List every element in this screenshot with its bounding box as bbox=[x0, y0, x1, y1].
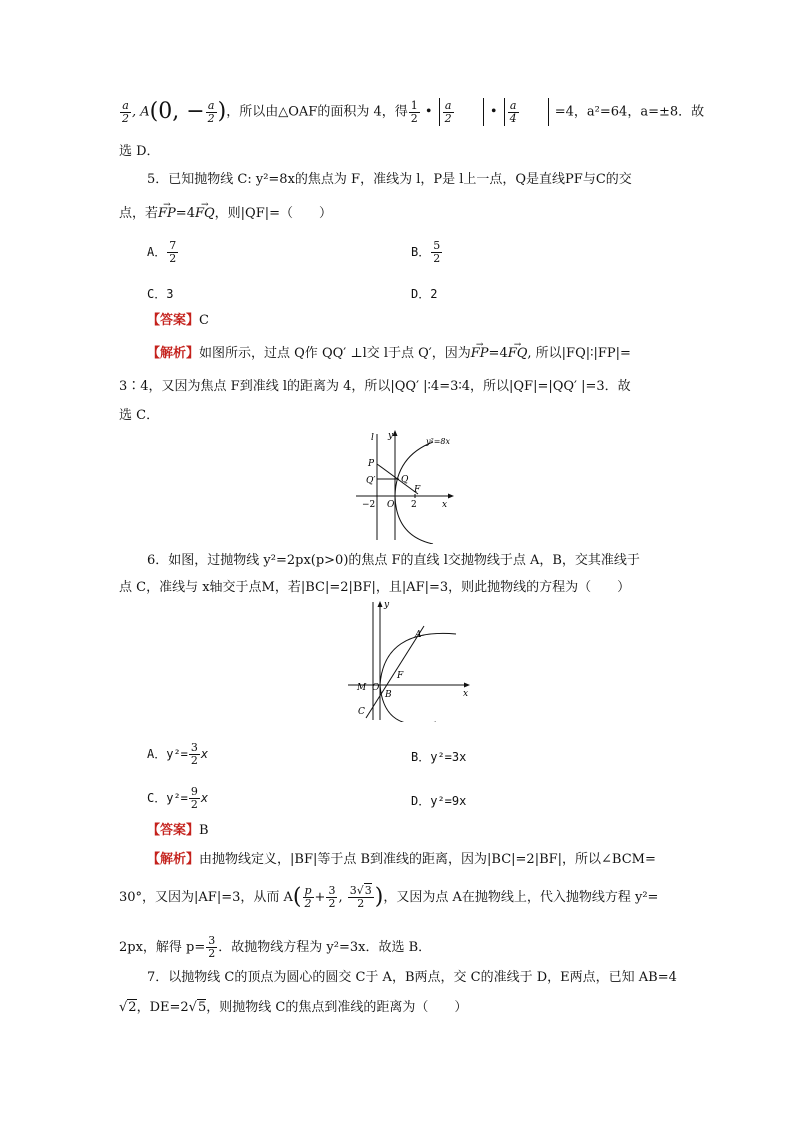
label-B: B bbox=[385, 690, 392, 700]
q6-stem-line2: 点 C，准线与 x轴交于点M，若|BC|=2|BF|，且|AF|=3，则此抛物线的方程为（ ） bbox=[119, 580, 631, 595]
label-y: y bbox=[388, 431, 394, 441]
q5-explanation-line2: 3∶4，又因为焦点 F到准线 l的距离为 4，所以|QQ′ |∶4=3∶4，所以|QF|=|QQ′ |=3．故 bbox=[119, 379, 631, 394]
label-M: M bbox=[357, 683, 367, 693]
label-F: F bbox=[397, 671, 404, 681]
q6-explanation-line3: 2px，解得 p= $\frac{3}{2}$ ．故抛物线方程为 y²=3x．故选 B． bbox=[119, 934, 432, 960]
q6-option-a: A．y²= $\frac{3}{2}$ x bbox=[147, 741, 209, 767]
q5-stem-line2: 点，若→ FP=4→ FQ，则|QF|=（ ） bbox=[119, 206, 332, 222]
q6-option-b: B．y²=3x bbox=[411, 750, 467, 764]
label-minus2: −2 bbox=[362, 500, 376, 510]
q5-option-a: A． $\frac{7}{2}$ bbox=[147, 239, 177, 265]
label-y: y bbox=[384, 600, 390, 610]
q6-explanation-line2: 30°，又因为|AF|=3，从而 A( $\frac{p}{2}$ + $\frac{3}{2}$ , $\frac{3√3}{2}$ )，又因为点 A在抛物线上，代入抛物线方程 y²= bbox=[119, 884, 659, 910]
label-F: F bbox=[414, 485, 421, 495]
q5-option-b: B． $\frac{5}{2}$ bbox=[411, 239, 441, 265]
q7-stem-line2: √2，DE=2√5，则抛物线 C的焦点到准线的距离为（ ） bbox=[119, 1000, 468, 1015]
label-C: C bbox=[358, 707, 365, 717]
figure-parabola-q5 bbox=[338, 428, 468, 544]
fraction-one-half: $\frac{1}{2}$ bbox=[410, 98, 418, 125]
fraction-a-over-2: $\frac{a}{2}$ bbox=[122, 98, 129, 125]
label-2: 2 bbox=[411, 500, 417, 510]
q6-explanation-line1: 【解析】由抛物线定义，|BF|等于点 B到准线的距离，因为|BC|=2|BF|，所以∠BCM= bbox=[147, 852, 656, 867]
label-x: x bbox=[463, 689, 469, 699]
q5-answer: 【答案】C bbox=[147, 313, 209, 328]
q7-stem-line1: 7．以抛物线 C的顶点为圆心的圆交 C于 A，B两点，交 C的准线于 D，E两点，已知 AB=4 bbox=[147, 970, 677, 985]
explanation-tag: 【解析】 bbox=[147, 852, 200, 867]
label-O: O bbox=[387, 500, 395, 510]
answer-tag: 【答案】 bbox=[147, 823, 200, 838]
label-Q: Q bbox=[401, 475, 409, 485]
answer-tag: 【答案】 bbox=[147, 313, 200, 328]
label-l: l bbox=[371, 433, 374, 443]
label-curve: y²=8x bbox=[426, 437, 451, 446]
label-O: O bbox=[372, 683, 380, 693]
label-A: A bbox=[415, 630, 422, 640]
figure-parabola-q6 bbox=[344, 598, 474, 722]
q5-option-c: C．3 bbox=[147, 287, 174, 301]
q5-option-d: D．2 bbox=[411, 287, 438, 301]
label-Qprime: Q′ bbox=[366, 476, 376, 486]
q4-continuation-line: $\frac{a}{2}$ , A(0, − $\frac{a}{2}$ )，所以由△OAF的面积为 4，得 $\frac{1}{2}$ • $\frac{a}{2}$ • $\frac{a}{4}$ =4，a²=64，a=±8．故 bbox=[122, 98, 705, 125]
label-x: x bbox=[442, 500, 448, 510]
q5-explanation-line3: 选 C． bbox=[119, 408, 160, 423]
explanation-tag: 【解析】 bbox=[147, 346, 200, 361]
q6-option-c: C．y²= $\frac{9}{2}$ x bbox=[147, 785, 209, 811]
label-P: P bbox=[368, 459, 375, 469]
q6-answer: 【答案】B bbox=[147, 823, 209, 838]
q5-stem-line1: 5．已知抛物线 C: y²=8x的焦点为 F，准线为 l，P是 l上一点，Q是直线PF与C的交 bbox=[147, 172, 632, 187]
q5-explanation-line1: 【解析】如图所示，过点 Q作 QQ′ ⊥l交 l于点 Q′，因为→ FP=4→ FQ, 所以|FQ|∶|FP|= bbox=[147, 346, 631, 362]
q6-stem-line1: 6．如图，过抛物线 y²=2px(p>0)的焦点 F的直线 l交抛物线于点 A，B，交其准线于 bbox=[147, 553, 640, 568]
q4-continuation-line2: 选 D． bbox=[119, 144, 160, 159]
q6-option-d: D．y²=9x bbox=[411, 794, 467, 808]
